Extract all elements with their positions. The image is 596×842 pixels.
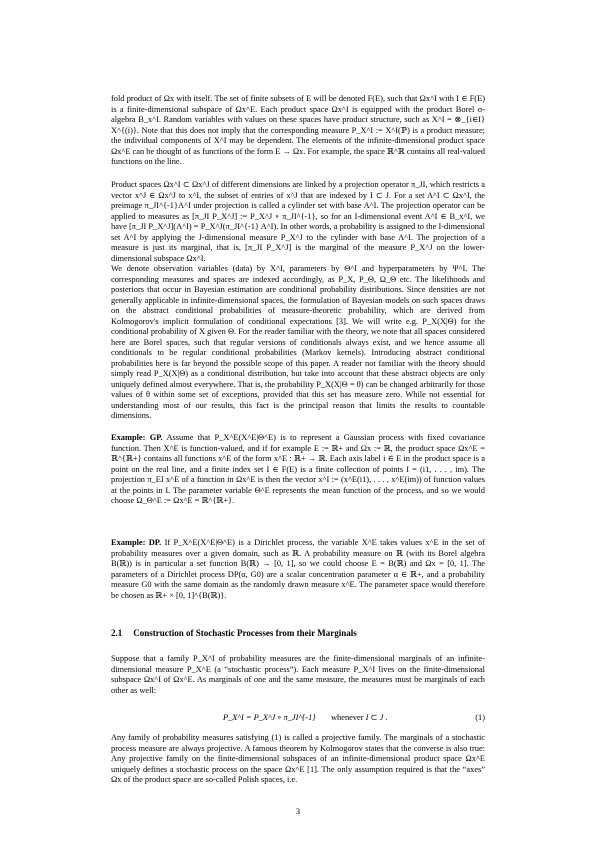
equation-body: P_X^I = P_X^J ∘ π_JI^{-1} bbox=[223, 713, 316, 722]
equation-condition-word: whenever bbox=[331, 713, 364, 722]
paper-page bbox=[111, 0, 485, 842]
example-label: Example: GP. bbox=[111, 433, 163, 442]
paragraph: Product spaces Ωx^I ⊂ Ωx^J of different dimensions are linked by a projection operator π_JI, which restricts a vector x^J ∈ Ωx^J to x^I, the subset of entries of x^J that are indexed by I ⊂ J. For a set A^I ⊂ Ωx^I, the preimage π_JI^{-1}A^I under projection is called a cylinder set with base A^I. The projection operator can be applied to measures as [π_JI P_X^J] := P_X^J ∘ π_JI^{-1}, so for an I-dimensional event A^I ∈ B_x^I, we have [π_JI P_X^J](A^I) = P_X^J(π_JI^{-1} A^I). In other words, a probability is assigned to the I-dimensional set A^I by applying the J-dimensional measure P_X^J to the cylinder with base A^I. The projection of a measure is just its marginal, that is, [π_JI P_X^J] is the marginal of the measure P_X^J on the lower-dimensional subspace Ωx^I. bbox=[111, 180, 485, 263]
example-text: Assume that P_X^E(X^E|Θ^E) is to represent a Gaussian process with fixed covariance function. Then X^E is function-valued, and if for example E := ℝ+ and Ωx := ℝ, the product space Ωx^E = ℝ^{ℝ+} contains all functions x^E of the form x^E : ℝ+ → ℝ. Each axis label i ∈ E in the product space is a point on the real line, and a finite index set I ∈ F(E) is a finite collection of points I = (i1, . . . , im). The projection π_EI x^E of a function in Ωx^E is then the vector x^I := (x^E(i1), . . . , x^E(im)) of function values at the points in I. The parameter variable Θ^E represents the mean function of the process, and so we would choose Ω_Θ^E := Ωx^E = ℝ^{ℝ+}. bbox=[111, 433, 485, 505]
paragraph: Any family of probability measures satisfying (1) is called a projective family. The marginals of a stochastic process measure are always projective. A famous theorem by Kolmogorov states that the converse is also true: Any projective family on the finite-dimensional subspaces of an infinite-dimensional product space Ωx^E uniquely defines a stochastic process on the space Ωx^E [1]. The only assumption required is that the “axes” Ωx of the product space are so-called Polish spaces, i.e. bbox=[111, 733, 485, 784]
example-label: Example: DP. bbox=[111, 538, 162, 547]
equation-condition bbox=[331, 713, 388, 724]
equation-condition-expr: I ⊂ J . bbox=[365, 713, 388, 722]
page-number: 3 bbox=[295, 807, 301, 816]
example-paragraph bbox=[111, 538, 485, 612]
equation-number: (1) bbox=[475, 713, 485, 722]
example-paragraph bbox=[111, 433, 485, 529]
section-heading bbox=[111, 628, 485, 639]
section-title: Construction of Stochastic Processes from their Marginals bbox=[133, 628, 357, 638]
paragraph: Suppose that a family P_X^I of probability measures are the finite-dimensional marginals of an infinite-dimensional measure P_X^E (a “stochastic process”). Each measure P_X^I lives on the finite-dimensional subspace Ωx^I of Ωx^E. As marginals of one and the same measure, the measures must be marginals of each other as well: bbox=[111, 654, 485, 695]
equation bbox=[111, 713, 485, 724]
section-number: 2.1 bbox=[111, 628, 123, 638]
example-text: If P_X^E(X^E|Θ^E) is a Dirichlet process, the variable X^E takes values x^E in the set of probability measures over a given domain, such as ℝ. A probability measure on ℝ (with its Borel algebra B(ℝ)) is in particular a set function B(ℝ) → [0, 1], so we could choose E = B(ℝ) and Ωx = [0, 1]. The parameters of a Dirichlet process DP(α, G0) are a scalar concentration parameter α ∈ ℝ+, and a probability measure G0 with the same domain as the randomly drawn measure x^E. The parameter space would therefore be chosen as ℝ+ × [0, 1]^{B(ℝ)}. bbox=[111, 538, 485, 600]
paragraph: We denote observation variables (data) by X^I, parameters by Θ^I and hyperparameters by Ψ^I. The corresponding measures and spaces are indexed accordingly, as P_X, P_Θ, Ω_Θ etc. The likelihoods and posteriors that occur in Bayesian estimation are conditional probability distributions. Since densities are not generally applicable in infinite-dimensional spaces, the formulation of Bayesian models on such spaces draws on the abstract conditional probabilities of measure-theoretic probability, which are derived from Kolmogorov's implicit formulation of conditional expectations [3]. We will write e.g. P_X(X|Θ) for the conditional probability of X given Θ. For the reader familiar with the theory, we note that all spaces considered here are Borel spaces, such that regular versions of conditionals always exist, and we hence assume all conditionals to be regular conditional probabilities (Markov kernels). Introducing abstract conditional probabilities here is far beyond the possible scope of this paper. A reader not familiar with the theory should simply read P_X(X|Θ) as a conditional distribution, but take into account that these abstract objects are only uniquely defined almost everywhere. That is, the probability P_X(X|Θ = θ) can be changed arbitrarily for those values of θ within some set of exceptions, provided that this set has measure zero. While not essential for understanding most of our results, this fact is the principal reason that limits the results to countable dimensions. bbox=[111, 264, 485, 420]
paragraph: fold product of Ωx with itself. The set of finite subsets of E will be denoted F(E), such that Ωx^I with I ∈ F(E) is a finite-dimensional subspace of Ωx^E. Each product space Ωx^I is equipped with the product Borel σ-algebra B_x^I. Random variables with values on these spaces have product structure, such as X^I = ⊗_{i∈I} X^{(i)}. Note that this does not imply that the corresponding measure P_X^I := X^I(ℙ) is a product measure; the individual components of X^I may be dependent. The elements of the infinite-dimensional product space Ωx^E can be thought of as functions of the form E → Ωx. For example, the space ℝ^ℝ contains all real-valued functions on the line. bbox=[111, 94, 485, 166]
